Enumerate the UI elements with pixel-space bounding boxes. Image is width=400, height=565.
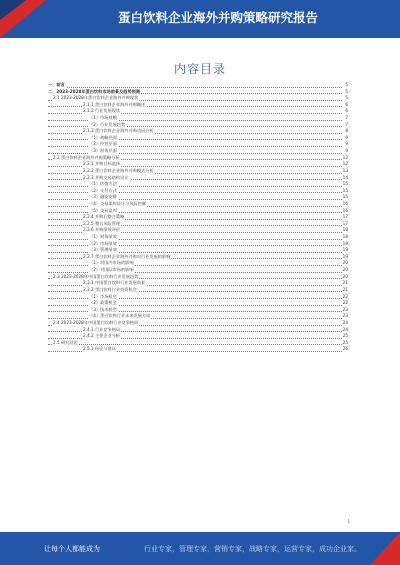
toc-entry[interactable] [48, 241, 348, 248]
toc-entry[interactable] [48, 327, 348, 334]
toc-entry-text: （1）市场机会 [89, 293, 117, 299]
toc-entry-page: 20 [342, 260, 348, 266]
toc-entry-text: 2.3.2 蛋白饮料行业投资机会 [83, 286, 137, 292]
toc-entry-page: 21 [342, 280, 348, 286]
toc-entry-page: 15 [342, 194, 348, 200]
toc-entry[interactable] [48, 194, 348, 201]
toc-entry[interactable] [48, 287, 348, 294]
toc-entry-text: （2）市场绩效 [89, 240, 117, 246]
toc-entry[interactable] [48, 208, 348, 215]
toc-entry-text: 2.4.1 行业竞争格局 [83, 326, 121, 332]
toc-entry-page: 21 [342, 286, 348, 292]
toc-entry-page: 24 [342, 319, 348, 325]
toc-entry-page: 15 [342, 187, 348, 193]
toc-entry-page: 5 [345, 88, 348, 94]
toc-entry[interactable] [48, 89, 348, 96]
toc-entry-page: 9 [345, 141, 348, 147]
toc-entry-page: 18 [342, 234, 348, 240]
toc-entry-page: 17 [342, 220, 348, 226]
toc-entry-text: 2.2.4 并购后整合策略 [83, 214, 125, 220]
toc-entry-page: 25 [342, 339, 348, 345]
toc-entry[interactable] [48, 155, 348, 162]
toc-entry[interactable] [48, 247, 348, 254]
toc-entry-text: 2.3 2023-2028年中国蛋白饮料行业发展趋势 [53, 273, 139, 279]
toc-entry[interactable] [48, 300, 348, 307]
toc-entry-page: 7 [345, 115, 348, 121]
toc-entry-page: 20 [342, 273, 348, 279]
toc-entry-text: （1）财务绩效 [89, 234, 117, 240]
toc-entry-page: 5 [345, 82, 348, 87]
toc-entry[interactable] [48, 333, 348, 340]
toc-entry-page: 13 [342, 167, 348, 173]
toc-entry-text: （2）经营层面 [89, 141, 117, 147]
toc-entry-text: 2.5.1 结论与建议 [83, 346, 116, 352]
toc-entry[interactable] [48, 234, 348, 241]
toc-entry-text: （1）对国内市场的影响 [89, 260, 134, 266]
toc-entry-text: （1）市场规模 [89, 115, 117, 121]
toc-entry[interactable] [48, 227, 348, 234]
toc-entry-text: （4）交易架构设计与风险控制 [89, 200, 147, 206]
toc-entry-text: （2）对国际市场的影响 [89, 267, 134, 273]
toc-entry-page: 19 [342, 253, 348, 259]
toc-entry[interactable] [48, 175, 348, 182]
toc-entry-page: 9 [345, 148, 348, 154]
toc-entry[interactable] [48, 307, 348, 314]
toc-entry-text: （5）交易谈判 [89, 207, 117, 213]
toc-entry-page: 17 [342, 214, 348, 220]
toc-entry[interactable] [48, 254, 348, 261]
toc-entry-text: 2.2.3 并购交易结构设计 [83, 174, 129, 180]
toc-entry-text: （4）蛋白饮料行业未来发展方向 [89, 313, 151, 319]
toc-entry-text: 2.1.2 行业发展现状 [83, 108, 121, 114]
toc-entry[interactable] [48, 274, 348, 281]
toc-entry-page: 25 [342, 333, 348, 339]
toc-entry[interactable] [48, 221, 348, 228]
toc-entry-text: 2.2.5 整合风险管理 [83, 220, 121, 226]
toc-entry-page: 16 [342, 200, 348, 206]
toc-entry-page: 9 [345, 134, 348, 140]
page-number: 1 [347, 519, 350, 524]
toc-entry-text: 2.1.1 蛋白饮料企业海外并购概述 [83, 101, 146, 107]
toc-heading: 内容目录 [173, 62, 226, 76]
header-bar [0, 0, 400, 38]
toc-entry-page: 12 [342, 154, 348, 160]
toc-entry-text: （3）管理绩效 [89, 247, 117, 253]
toc-entry-page: 8 [345, 128, 348, 134]
toc-entry-page: 14 [342, 174, 348, 180]
toc-entry-page: 23 [342, 313, 348, 319]
toc-entry[interactable] [48, 313, 348, 320]
toc-entry-text: 2.3.1 中国蛋白饮料行业发展前景 [83, 280, 146, 286]
toc-entry[interactable] [48, 181, 348, 188]
toc-entry[interactable] [48, 280, 348, 287]
toc-entry-page: 19 [342, 247, 348, 253]
toc-entry-text: 2.2.2 蛋白饮料企业海外并购模式分析 [83, 167, 154, 173]
toc-entry[interactable] [48, 188, 348, 195]
toc-entry[interactable] [48, 148, 348, 155]
toc-entry-text: 2.2 蛋白饮料企业海外并购策略分析 [53, 154, 120, 160]
toc-entry[interactable] [48, 161, 348, 168]
toc-entry[interactable] [48, 128, 348, 135]
report-title: 蛋白饮料企业海外并购策略研究报告 [117, 10, 318, 25]
toc-entry-page: 7 [345, 121, 348, 127]
toc-entry-text: 2.4 2023-2028年中国蛋白饮料行业竞争格局 [53, 319, 139, 325]
table-of-contents [48, 82, 348, 353]
toc-entry-text: 2.1.3 蛋白饮料企业海外并购动因分析 [83, 128, 154, 134]
toc-entry[interactable] [48, 214, 348, 221]
toc-entry-page: 24 [342, 326, 348, 332]
toc-entry-text: （3）技术机会 [89, 306, 117, 312]
toc-entry[interactable] [48, 201, 348, 208]
toc-entry-text: （2）行业发展趋势 [89, 121, 126, 127]
toc-entry-page: 18 [342, 227, 348, 233]
toc-entry[interactable] [48, 346, 348, 353]
toc-entry[interactable] [48, 320, 348, 327]
toc-entry[interactable] [48, 102, 348, 109]
footer-red-stripe [370, 532, 400, 565]
toc-entry-page: 20 [342, 267, 348, 273]
toc-entry-text: （1）战略层面 [89, 134, 117, 140]
toc-entry[interactable] [48, 135, 348, 142]
toc-entry-text: （2）政策机会 [89, 300, 117, 306]
toc-entry-text: （3）融资安排 [89, 194, 117, 200]
toc-dot-leader [48, 344, 342, 345]
toc-entry[interactable] [48, 82, 348, 89]
footer-bar [0, 532, 400, 565]
footer-slogan: 让每个人都能成为 [44, 545, 100, 553]
toc-entry-text: （3）财务层面 [89, 148, 117, 154]
toc-entry-text: （1）估值方法 [89, 181, 117, 187]
toc-entry-page: 26 [342, 346, 348, 352]
toc-entry-page: 6 [345, 108, 348, 114]
toc-entry[interactable] [48, 141, 348, 148]
toc-entry-text: 2.2.6 并购绩效评价 [83, 227, 121, 233]
toc-entry-page: 6 [345, 101, 348, 107]
header-navy-stripe [0, 0, 26, 20]
toc-entry-text: 2.2.7 蛋白饮料企业海外并购对行业发展的影响 [83, 253, 171, 259]
toc-entry[interactable] [48, 95, 348, 102]
toc-entry-page: 16 [342, 207, 348, 213]
toc-entry-page: 22 [342, 300, 348, 306]
toc-entry-page: 19 [342, 240, 348, 246]
toc-entry[interactable] [48, 168, 348, 175]
toc-entry[interactable] [48, 340, 348, 347]
toc-dot-leader [48, 87, 342, 88]
toc-entry[interactable] [48, 122, 348, 129]
toc-entry[interactable] [48, 267, 348, 274]
toc-entry-page: 23 [342, 306, 348, 312]
toc-entry[interactable] [48, 294, 348, 301]
toc-entry[interactable] [48, 115, 348, 122]
toc-entry[interactable] [48, 108, 348, 115]
toc-entry-text: 2.4.2 主要企业分析 [83, 333, 121, 339]
toc-entry[interactable] [48, 260, 348, 267]
toc-entry-text: 2.5 研究结论 [53, 339, 78, 345]
toc-entry-text: （2）支付方式 [89, 187, 117, 193]
footer-tagline: 行业专家，管理专家，营销专家，战略专家，运营专家，成功企业家。 [144, 545, 361, 553]
toc-entry-page: 15 [342, 181, 348, 187]
toc-entry-page: 22 [342, 293, 348, 299]
toc-entry-page: 12 [342, 161, 348, 167]
toc-entry-text: 二、2023-2028年蛋白饮料市场前景及趋势预测 [48, 88, 141, 94]
toc-entry-page: 5 [345, 95, 348, 101]
toc-entry-text: 2.1 2023-2028年蛋白饮料企业海外并购现状 [53, 95, 139, 101]
toc-entry-text: 一、前言 [48, 82, 65, 87]
toc-entry-text: 2.2.1 并购目标选择 [83, 161, 121, 167]
